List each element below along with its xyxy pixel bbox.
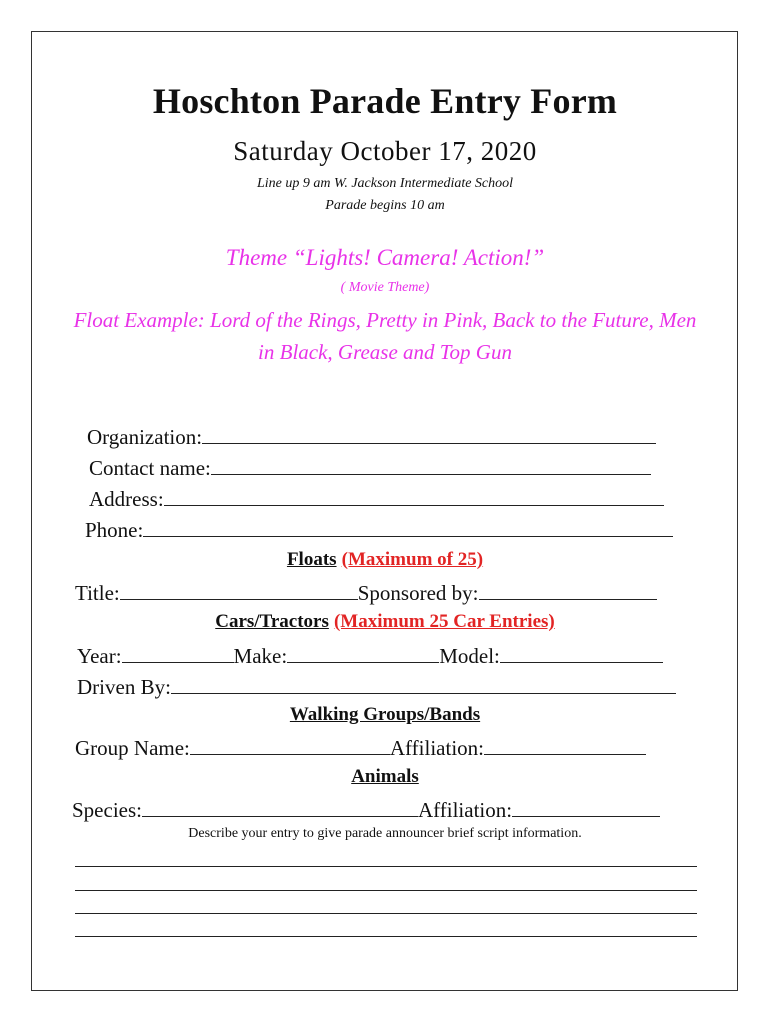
group-name-label: Group Name: [75,736,190,760]
driven-by-field[interactable] [77,674,676,700]
car-model-input-line[interactable] [500,643,663,663]
cars-heading [0,611,770,633]
driven-by-input-line[interactable] [171,674,676,694]
contact-name-label: Contact name: [89,456,211,480]
float-title-input-line[interactable] [120,580,358,600]
float-sponsor-input-line[interactable] [479,580,657,600]
theme-title: Theme “Lights! Camera! Action!” [225,245,545,270]
description-prompt: Describe your entry to give parade announcer brief script information. [188,826,582,841]
species-label: Species: [72,798,142,822]
driven-by-label: Driven By: [77,675,171,699]
animals-title: Animals [351,766,419,787]
car-entry-row[interactable] [77,643,663,669]
animals-heading [0,766,770,788]
parade-start-info: Parade begins 10 am [325,198,445,213]
floats-heading [0,549,770,571]
contact-name-field[interactable] [89,455,651,481]
organization-label: Organization: [87,425,203,449]
cars-title: Cars/Tractors [215,611,329,632]
form-title: Hoschton Parade Entry Form [152,81,618,121]
description-line-3[interactable] [75,913,697,914]
walking-heading [0,704,770,726]
description-line-2[interactable] [75,890,697,891]
theme-subtitle: ( Movie Theme) [340,280,430,295]
walking-affiliation-input-line[interactable] [484,735,646,755]
walking-affiliation-label: Affiliation: [389,736,484,760]
float-examples: Float Example: Lord of the Rings, Pretty in Pink, Back to the Future, Men in Black, Grease and Top Gun [73,308,697,364]
car-make-input-line[interactable] [287,643,439,663]
car-model-label: Model: [439,644,500,668]
floats-title: Floats [286,549,337,570]
phone-label: Phone: [85,518,144,542]
animal-affiliation-input-line[interactable] [512,797,660,817]
floats-limit: (Maximum of 25) [341,549,484,570]
walking-title: Walking Groups/Bands [289,704,481,725]
organization-input-line[interactable] [202,424,656,444]
car-year-label: Year: [77,644,122,668]
address-label: Address: [89,487,164,511]
address-input-line[interactable] [164,486,664,506]
description-line-4[interactable] [75,936,697,937]
organization-field[interactable] [87,424,656,450]
lineup-info: Line up 9 am W. Jackson Intermediate School [256,176,514,191]
phone-input-line[interactable] [143,517,673,537]
float-sponsor-label: Sponsored by: [357,581,479,605]
address-field[interactable] [89,486,664,512]
contact-name-input-line[interactable] [211,455,651,475]
group-name-input-line[interactable] [190,735,390,755]
float-title-label: Title: [75,581,120,605]
cars-limit: (Maximum 25 Car Entries) [333,611,555,632]
car-make-label: Make: [233,644,288,668]
float-entry-row[interactable] [75,580,657,606]
animal-entry-row[interactable] [72,797,660,823]
species-input-line[interactable] [142,797,418,817]
animal-affiliation-label: Affiliation: [417,798,513,822]
phone-field[interactable] [85,517,673,543]
description-line-1[interactable] [75,866,697,867]
walking-entry-row[interactable] [75,735,646,761]
event-date: Saturday October 17, 2020 [233,136,537,166]
car-year-input-line[interactable] [122,643,234,663]
